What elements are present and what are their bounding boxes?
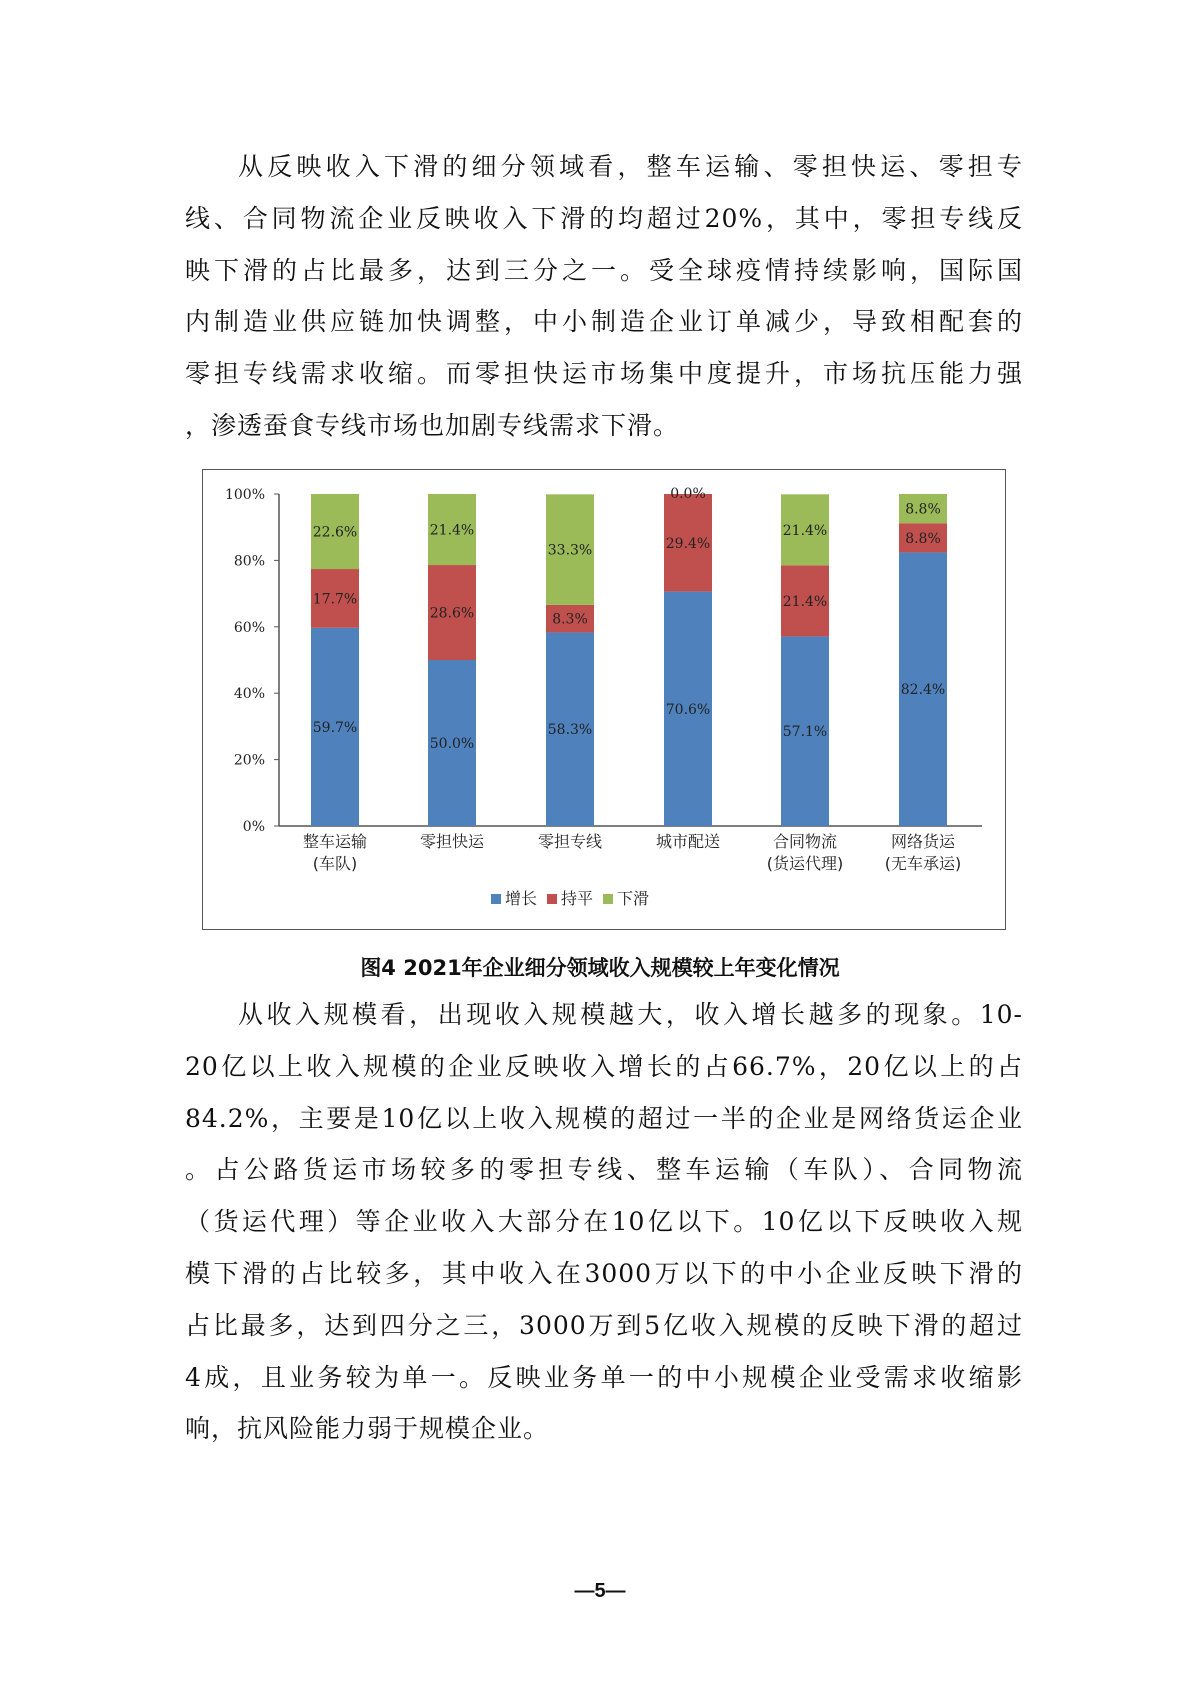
data-label: 59.7% bbox=[312, 719, 358, 736]
legend-swatch bbox=[491, 894, 501, 904]
x-tick-label: 零担快运 bbox=[419, 832, 485, 851]
text-line: 。占公路货运市场较多的零担专线、整车运输（车队）、合同物流 bbox=[185, 1155, 1023, 1185]
y-tick-label: 80% bbox=[233, 553, 265, 570]
legend-label: 增长 bbox=[505, 889, 538, 908]
data-label: 82.4% bbox=[900, 682, 946, 699]
data-label: 33.3% bbox=[547, 542, 593, 559]
data-label: 8.8% bbox=[905, 501, 941, 518]
text-line: 零担专线需求收缩。而零担快运市场集中度提升，市场抗压能力强 bbox=[185, 359, 1023, 389]
x-tick-label: (货运代理) bbox=[766, 854, 844, 873]
text-line: 84.2%，主要是10亿以上收入规模的超过一半的企业是网络货运企业 bbox=[185, 1103, 1023, 1133]
data-label: 21.4% bbox=[782, 522, 828, 539]
data-label: 0.0% bbox=[670, 486, 706, 502]
y-tick-label: 60% bbox=[233, 619, 265, 636]
stacked-bar-chart bbox=[203, 470, 1005, 929]
data-label: 70.6% bbox=[665, 701, 711, 718]
text-line: 线、合同物流企业反映收入下滑的均超过20%，其中，零担专线反 bbox=[185, 203, 1023, 233]
legend-label: 持平 bbox=[561, 889, 594, 908]
data-label: 57.1% bbox=[782, 724, 828, 741]
text-line: 响，抗风险能力弱于规模企业。 bbox=[185, 1414, 550, 1444]
x-tick-label: 合同物流 bbox=[772, 832, 838, 851]
data-label: 29.4% bbox=[665, 535, 711, 552]
data-label: 21.4% bbox=[429, 522, 475, 539]
text-line: 4成，且业务较为单一。反映业务单一的中小规模企业受需求收缩影 bbox=[185, 1362, 1023, 1392]
data-label: 22.6% bbox=[312, 524, 358, 541]
y-tick-label: 40% bbox=[233, 686, 265, 703]
text-line: （货运代理）等企业收入大部分在10亿以下。10亿以下反映收入规 bbox=[185, 1207, 1023, 1237]
x-tick-label: (无车承运) bbox=[884, 854, 962, 873]
text-line: 模下滑的占比较多，其中收入在3000万以下的中小企业反映下滑的 bbox=[185, 1259, 1023, 1288]
text-line: 映下滑的占比最多，达到三分之一。受全球疫情持续影响，国际国 bbox=[185, 255, 1023, 285]
figure-caption: 图4 2021年企业细分领域收入规模较上年变化情况 bbox=[360, 956, 840, 980]
text-line: 从收入规模看，出现收入规模越大，收入增长越多的现象。10- bbox=[238, 1000, 1023, 1029]
x-tick-label: 网络货运 bbox=[890, 832, 956, 851]
data-label: 8.8% bbox=[905, 530, 941, 547]
x-tick-label: (车队) bbox=[312, 854, 358, 873]
y-tick-label: 0% bbox=[242, 819, 265, 835]
data-label: 28.6% bbox=[429, 605, 475, 622]
data-label: 8.3% bbox=[552, 611, 588, 628]
legend-label: 下滑 bbox=[617, 889, 650, 908]
x-tick-label: 城市配送 bbox=[655, 832, 721, 851]
data-label: 50.0% bbox=[429, 736, 475, 752]
text-line: ，渗透蚕食专线市场也加剧专线需求下滑。 bbox=[185, 411, 680, 440]
text-line: 内制造业供应链加快调整，中小制造企业订单减少，导致相配套的 bbox=[185, 307, 1023, 337]
text-line: 从反映收入下滑的细分领域看，整车运输、零担快运、零担专 bbox=[238, 152, 1023, 181]
x-tick-label: 零担专线 bbox=[537, 832, 603, 851]
y-tick-label: 20% bbox=[233, 752, 265, 769]
x-tick-label: 整车运输 bbox=[302, 832, 368, 851]
legend-swatch bbox=[547, 894, 557, 904]
y-tick-label: 100% bbox=[224, 487, 265, 503]
data-label: 21.4% bbox=[782, 593, 828, 610]
data-label: 58.3% bbox=[547, 722, 593, 739]
text-line: 占比最多，达到四分之三，3000万到5亿收入规模的反映下滑的超过 bbox=[185, 1310, 1023, 1340]
data-label: 17.7% bbox=[312, 591, 358, 608]
chart-frame bbox=[202, 469, 1006, 930]
page-number: —5— bbox=[574, 1580, 626, 1602]
legend-swatch bbox=[603, 894, 613, 904]
text-line: 20亿以上收入规模的企业反映收入增长的占66.7%，20亿以上的占 bbox=[185, 1051, 1023, 1081]
